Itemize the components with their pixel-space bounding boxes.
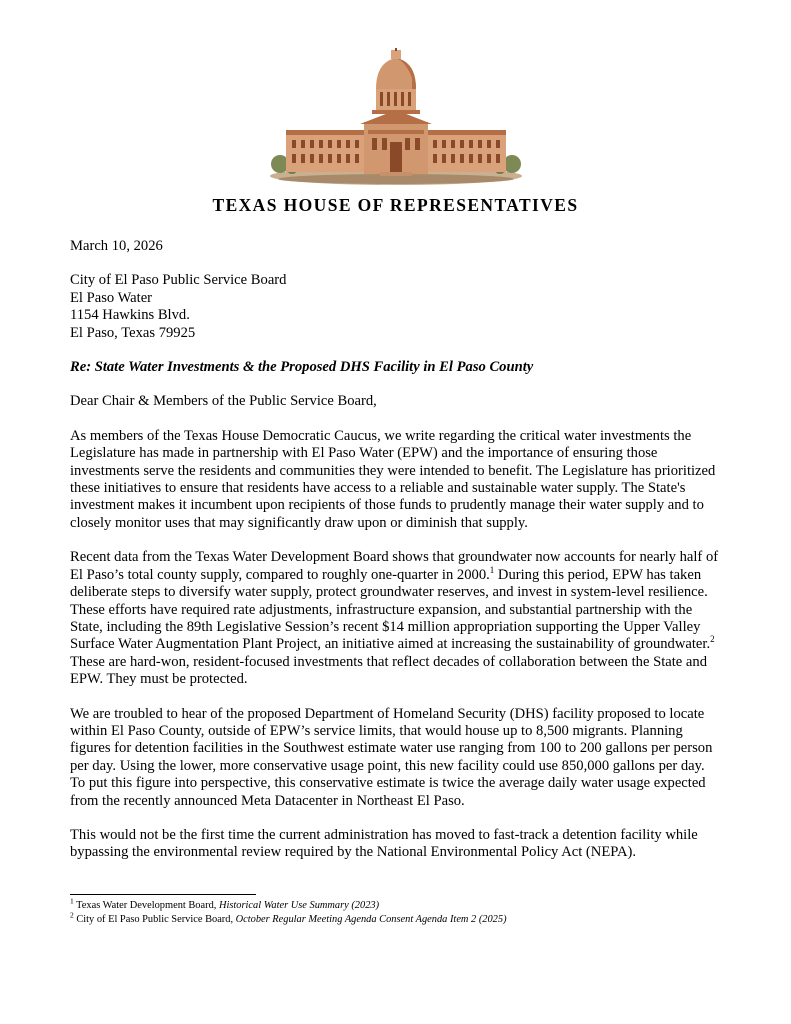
footnote-ref-2: 2 [710,634,715,645]
footnote-number: 1 [70,896,74,906]
footnote-source-title: Historical Water Use Summary (2023) [218,900,380,911]
paragraph-1: As members of the Texas House Democratic Caucus, we write regarding the critical water investments the Legislature has made in partnership with El Paso Water (EPW) and the importance of ensuring those investments serve the residents and communities they were intended to benefit. The Legislature has prioritized these initiatives to ensure that residents have access to a reliable and sustainable water supply. The State's investment makes it incumbent upon recipients of those funds to prudently manage their water supply and to closely monitor uses that may significantly draw upon or diminish that supply. [70,427,716,531]
paragraph-3: We are troubled to hear of the proposed Department of Homeland Security (DHS) facility proposed to locate within El Paso County, outside of EPW’s service limits, that would house up to 8,500 migrants. Planning figures for detention facilities in the Southwest estimate water use ranging from 100 to 200 gallons per person per day. Using the lower, more conservative usage point, this new facility could use 850,000 gallons per day. To put this figure into perspective, this conservative estimate is twice the average daily water usage expected from the recently announced Meta Datacenter in Northeast El Paso. [70,705,713,809]
address-line: 1154 Hawkins Blvd. [70,307,190,324]
paragraph-2-text-c: These are hard-won, resident-focused investments that reflect decades of collaboration between the State and EPW. They must be protected. [70,653,708,688]
footnote-text: City of El Paso Public Service Board, [73,913,236,925]
organization-header: TEXAS HOUSE OF REPRESENTATIVES [212,195,579,215]
footnotes [70,896,507,926]
paragraph-2-text-a: Recent data from the Texas Water Development Board shows that groundwater now accounts for nearly half of El Paso’s total county supply, compared to roughly one-quarter in 2000. [70,549,719,583]
address-line: El Paso Water [70,289,153,306]
footnote-text: Texas Water Development Board, [73,900,219,911]
address-line: El Paso, Texas 79925 [70,324,196,341]
footnote-source-title: October Regular Meeting Agenda Consent Agenda Item 2 (2025) [235,913,507,925]
footnote-number: 2 [70,910,74,920]
footnote-1 [70,896,507,913]
paragraph-2-text-b: During this period, EPW has taken deliberate steps to diversify water supply, protect groundwater reserves, and invest in system-level resilience. These efforts have required rate adjustments, infrastructure expansion, and substantial partnership with the State, including the 89th Legislative Session’s recent $14 million appropriation supporting the Upper Valley Surface Water Augmentation Plant Project, an initiative aimed at increasing the sustainability of groundwater. [70,566,711,653]
paragraph-2 [70,549,720,688]
capitol-building-image [268,48,524,190]
salutation: Dear Chair & Members of the Public Service Board, [70,393,377,410]
letter-body [70,238,720,879]
recipient-address [70,272,720,342]
footnote-2 [70,910,507,927]
paragraph-4: This would not be the first time the current administration has moved to fast-track a detention facility while bypassing the environmental review required by the National Environmental Policy Act (NEPA). [70,826,698,861]
address-line: City of El Paso Public Service Board [70,272,287,289]
subject-line: Re: State Water Investments & the Proposed DHS Facility in El Paso County [70,359,534,376]
footnote-ref-1: 1 [489,564,495,575]
letter-date: March 10, 2026 [70,238,163,254]
footnote-divider [70,894,256,895]
